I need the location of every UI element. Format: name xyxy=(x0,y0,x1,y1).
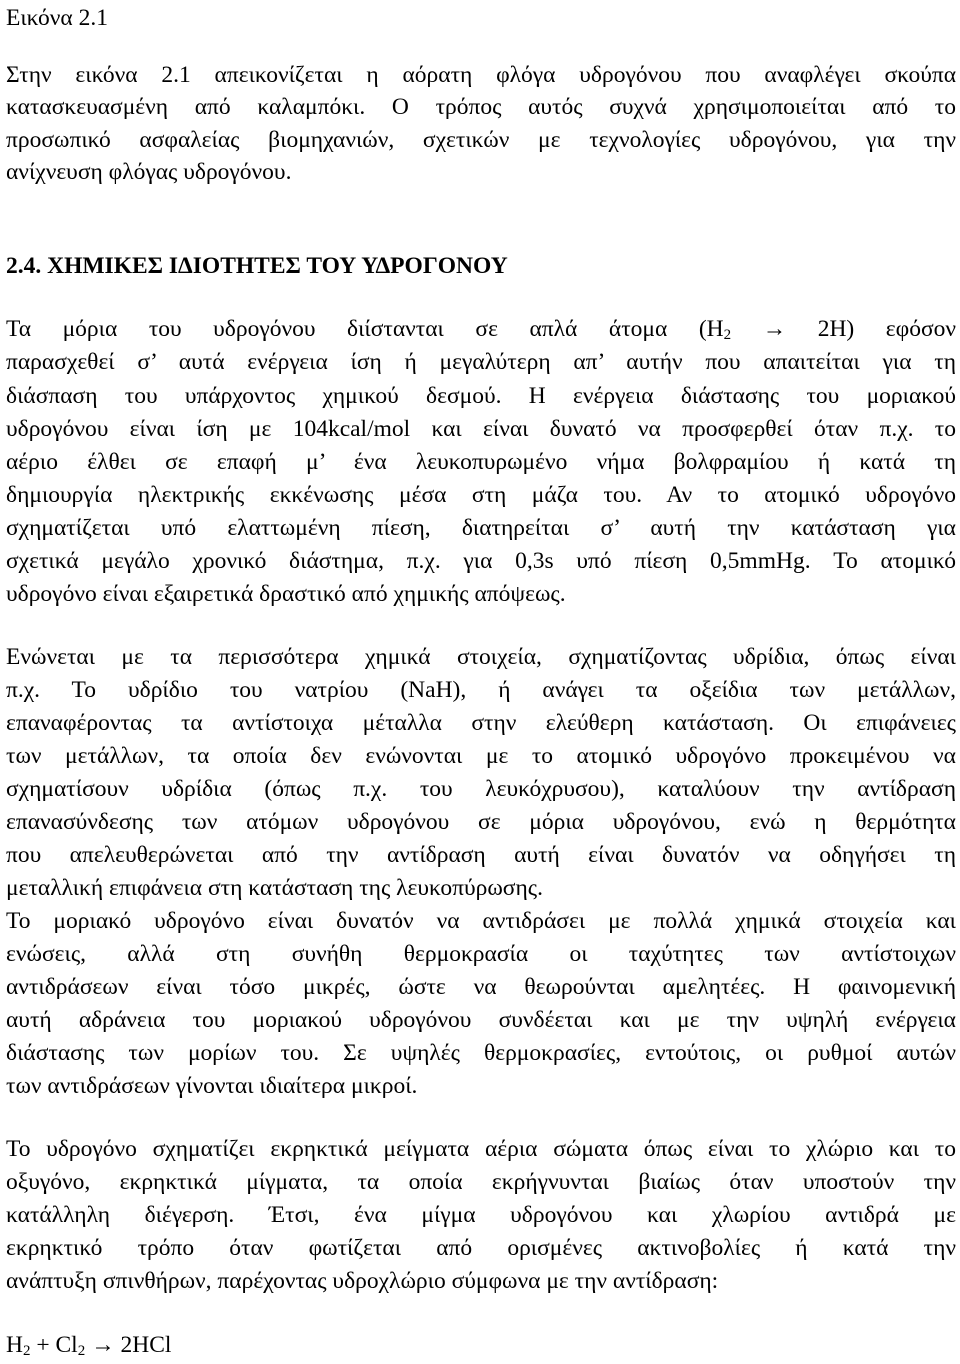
paragraph-line: επαναφέροντας τα αντίστοιχα μέταλλα στην ελεύθερη κατάσταση. Οι επιφάνειες xyxy=(6,710,956,736)
caption-line: προσωπικό ασφαλείας βιομηχανιών, σχετικών με τεχνολογίες υδρογόνου, για την xyxy=(6,127,956,153)
paragraph-line: οξυγόνο, εκρηκτικά μίγματα, τα οποία εκρήγνυνται βιαίως όταν υποστούν την xyxy=(6,1169,956,1195)
section-heading: 2.4. ΧΗΜΙΚΕΣ ΙΔΙΟΤΗΤΕΣ ΤΟΥ ΥΔΡΟΓΟΝΟΥ xyxy=(6,253,508,279)
paragraph-line: των μετάλλων, τα οποία δεν ενώνονται με το ατομικό υδρογόνο προκειμένου να xyxy=(6,743,956,769)
paragraph-line: αυτή αδράνεια του μοριακού υδρογόνου συνδέεται και με την υψηλή ενέργεια xyxy=(6,1007,956,1033)
paragraph-line: αντιδράσεων είναι τόσο μικρές, ώστε να θεωρούνται αμελητέες. Η φαινομενική xyxy=(6,974,956,1000)
caption-line: Στην εικόνα 2.1 απεικονίζεται η αόρατη φλόγα υδρογόνου που αναφλέγει σκούπα xyxy=(6,62,956,88)
equation-reactant: Cl xyxy=(55,1332,78,1358)
formula-text: 2H) εφόσον xyxy=(817,316,957,342)
paragraph-line: σχηματίσουν υδρίδια (όπως π.χ. του λευκόχρυσου), καταλύουν την αντίδραση xyxy=(6,776,956,802)
equation-subscript: 2 xyxy=(22,1343,31,1359)
formula-text: Τα μόρια του υδρογόνου διίστανται σε απλά άτομα (H xyxy=(6,316,724,342)
paragraph-line: σχετικά μεγάλο χρονικό διάστημα, π.χ. για 0,3s υπό πίεση 0,5mmHg. Το ατομικό xyxy=(6,548,956,574)
paragraph-line: σχηματίζεται υπό ελαττωμένη πίεση, διατηρείται σ’ αυτή την κατάσταση για xyxy=(6,515,956,541)
paragraph-line: διάστασης των μορίων του. Σε υψηλές θερμοκρασίες, εντούτοις, οι ρυθμοί αυτών xyxy=(6,1040,956,1066)
figure-title: Εικόνα 2.1 xyxy=(6,5,108,31)
paragraph-line: δημιουργία ηλεκτρικής εκκένωσης μέσα στη μάζα του. Αν το ατομικό υδρογόνο xyxy=(6,482,956,508)
equation-product: 2HCl xyxy=(120,1332,172,1358)
chemical-equation xyxy=(6,1329,171,1362)
paragraph-line: υδρογόνο είναι εξαιρετικά δραστικό από χημικής απόψεως. xyxy=(6,581,566,607)
paragraph-line: π.χ. Το υδρίδιο του νατρίου (NaH), ή ανάγει τα οξείδια των μετάλλων, xyxy=(6,677,956,703)
caption-line: κατασκευασμένη από καλαμπόκι. Ο τρόπος αυτός συχνά χρησιμοποιείται από το xyxy=(6,94,956,120)
paragraph-line: αέριο έλθει σε επαφή μ’ ένα λευκοπυρωμένο νήμα βολφραμίου ή κατά τη xyxy=(6,449,956,475)
paragraph-line: Το υδρογόνο σχηματίζει εκρηκτικά μείγματα αέρια σώματα όπως είναι το χλώριο και το xyxy=(6,1136,956,1162)
paragraph-line: που απελευθερώνεται από την αντίδραση αυτή είναι δυνατόν να οδηγήσει τη xyxy=(6,842,956,868)
paragraph-line: διάσπαση του υπάρχοντος χημικού δεσμού. Η ενέργεια διάστασης του μοριακού xyxy=(6,383,956,409)
paragraph-line: επανασύνδεσης των ατόμων υδρογόνου σε μόρια υδρογόνου, ενώ η θερμότητα xyxy=(6,809,956,835)
paragraph-line: υδρογόνου είναι ίση με 104kcal/mol και είναι δυνατό να προσφερθεί όταν π.χ. το xyxy=(6,416,956,442)
paragraph-line: των αντιδράσεων γίνονται ιδιαίτερα μικροί. xyxy=(6,1073,418,1099)
caption-line: ανίχνευση φλόγας υδρογόνου. xyxy=(6,159,292,185)
paragraph-line: ενώσεις, αλλά στη συνήθη θερμοκρασία οι ταχύτητες των αντίστοιχων xyxy=(6,941,956,967)
equation-plus: + xyxy=(30,1332,56,1358)
reaction-arrow: → xyxy=(85,1332,121,1358)
paragraph-line: κατάλληλη διέγερση. Έτσι, ένα μίγμα υδρογόνου και χλωρίου αντιδρά με xyxy=(6,1202,956,1228)
reaction-arrow: → xyxy=(762,316,787,342)
paragraph-line: παρασχεθεί σ’ αυτά ενέργεια ίση ή μεγαλύτερη απ’ αυτήν που απαιτείται για τη xyxy=(6,349,956,375)
paragraph-line: Ενώνεται με τα περισσότερα χημικά στοιχεία, σχηματίζοντας υδρίδια, όπως είναι xyxy=(6,644,956,670)
paragraph-line: εκρηκτικό τρόπο όταν φωτίζεται από ορισμένες ακτινοβολίες ή κατά την xyxy=(6,1235,956,1261)
equation-reactant: H xyxy=(6,1332,23,1358)
paragraph-line-with-formula xyxy=(6,313,956,346)
formula-subscript: 2 xyxy=(723,327,732,343)
equation-subscript: 2 xyxy=(77,1343,86,1359)
paragraph-line: ανάπτυξη σπινθήρων, παρέχοντας υδροχλώριο σύμφωνα με την αντίδραση: xyxy=(6,1268,719,1294)
paragraph-line: Το μοριακό υδρογόνο είναι δυνατόν να αντιδράσει με πολλά χημικά στοιχεία και xyxy=(6,908,956,934)
paragraph-line: μεταλλική επιφάνεια στη κατάσταση της λευκοπύρωσης. xyxy=(6,875,543,901)
